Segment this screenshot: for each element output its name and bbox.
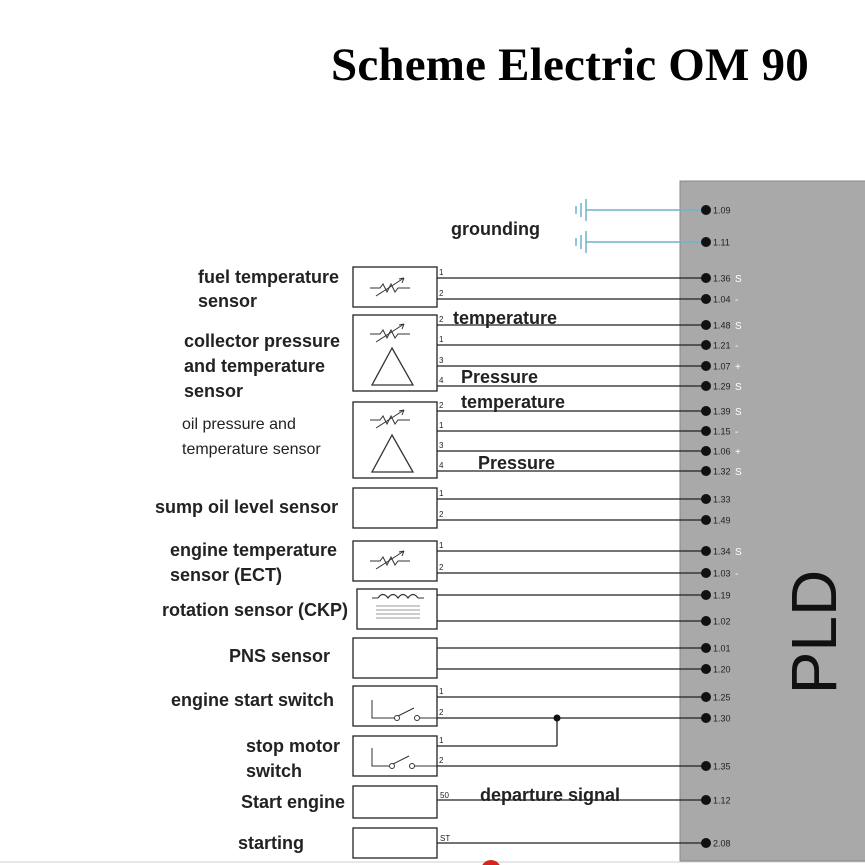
pin-terminal (701, 406, 711, 416)
svg-text:and temperature: and temperature (184, 356, 326, 376)
pin-terminal (701, 692, 711, 702)
grounding-label: grounding (451, 219, 540, 239)
pin-polarity-mark: - (735, 341, 739, 352)
svg-text:collector pressure: collector pressure (184, 331, 341, 351)
pin-number: 1.09 (713, 205, 731, 216)
pin-terminal (701, 664, 711, 674)
svg-text:Start engine: Start engine (241, 792, 346, 812)
pin-terminal (701, 273, 711, 283)
pin-number: 1.34 (713, 546, 731, 557)
pin-terminal (701, 340, 711, 350)
pin-number: 1.32 (713, 466, 731, 477)
svg-text:2: 2 (439, 315, 444, 324)
pin-terminal (701, 616, 711, 626)
pin-number: 1.02 (713, 616, 731, 627)
pin-terminal (701, 590, 711, 600)
pld-module-label: PLD (778, 569, 850, 695)
pin-number: 1.30 (713, 713, 731, 724)
sensor-boxes (353, 267, 437, 858)
svg-text:2: 2 (439, 708, 444, 717)
pin-terminal (701, 494, 711, 504)
svg-text:4: 4 (439, 461, 444, 470)
pin-number: 1.36 (713, 273, 731, 284)
pin-terminal (701, 294, 711, 304)
svg-text:ST: ST (440, 834, 451, 843)
temperature-label: temperature (461, 392, 566, 412)
svg-text:3: 3 (439, 356, 444, 365)
pin-polarity-mark: - (735, 295, 739, 306)
pin-number: 1.21 (713, 340, 731, 351)
svg-text:2: 2 (439, 756, 444, 765)
pin-number: 1.15 (713, 426, 731, 437)
svg-text:1: 1 (439, 268, 444, 277)
starting-box (353, 828, 437, 858)
pin-polarity-mark: - (735, 427, 739, 438)
svg-text:starting: starting (238, 833, 305, 853)
svg-text:2: 2 (439, 563, 444, 572)
pin-number: 1.25 (713, 692, 731, 703)
pin-terminal (701, 320, 711, 330)
departure-signal-label: departure signal (480, 785, 621, 805)
svg-text:sensor: sensor (198, 291, 258, 311)
pin-polarity-mark: + (735, 447, 741, 458)
pin-number: 1.20 (713, 664, 731, 675)
pin-terminal (701, 515, 711, 525)
svg-text:1: 1 (439, 335, 444, 344)
pin-polarity-mark: + (735, 362, 741, 373)
pin-terminal (701, 361, 711, 371)
pin-number: 1.11 (713, 237, 730, 248)
pin-polarity-mark: S (735, 382, 742, 393)
pin-terminal (701, 205, 711, 215)
svg-text:engine start switch: engine start switch (171, 690, 335, 710)
pin-number: 1.49 (713, 515, 731, 526)
svg-text:1: 1 (439, 421, 444, 430)
svg-text:stop motor: stop motor (246, 736, 340, 756)
pin-number: 1.04 (713, 294, 731, 305)
pin-polarity-mark: S (735, 547, 742, 558)
start-engine-box (353, 786, 437, 818)
pin-number: 1.39 (713, 406, 731, 417)
pin-terminal (701, 237, 711, 247)
svg-text:1: 1 (439, 687, 444, 696)
pin-polarity-mark: S (735, 274, 742, 285)
pin-number: 1.03 (713, 568, 731, 579)
temperature-label: temperature (453, 308, 558, 328)
fuel-temp-sensor-box (353, 267, 437, 307)
sump-sensor-box (353, 488, 437, 528)
pin-terminal (701, 643, 711, 653)
pin-terminal (701, 713, 711, 723)
svg-text:fuel temperature: fuel temperature (198, 267, 340, 287)
svg-text:temperature sensor: temperature sensor (182, 441, 321, 458)
svg-text:PNS sensor: PNS sensor (229, 646, 331, 666)
svg-text:1: 1 (439, 489, 444, 498)
svg-text:1: 1 (439, 736, 444, 745)
pin-number: 1.29 (713, 381, 731, 392)
pin-terminal (701, 446, 711, 456)
pin-terminal (701, 381, 711, 391)
ect-sensor-box (353, 541, 437, 581)
pin-terminal (701, 546, 711, 556)
pin-number: 1.01 (713, 643, 731, 654)
signal-labels (451, 219, 620, 805)
svg-text:2: 2 (439, 510, 444, 519)
pin-number: 1.12 (713, 795, 731, 806)
pin-terminal (701, 426, 711, 436)
svg-text:rotation sensor (CKP): rotation sensor (CKP) (162, 600, 349, 620)
ckp-sensor-box (357, 589, 437, 629)
svg-text:sensor (ECT): sensor (ECT) (170, 565, 283, 585)
page-title: Scheme Electric OM 90 (331, 39, 809, 91)
svg-text:engine temperature: engine temperature (170, 540, 338, 560)
pin-number: 1.33 (713, 494, 731, 505)
svg-text:1: 1 (439, 541, 444, 550)
pressure-label: Pressure (461, 367, 539, 387)
svg-text:sensor: sensor (184, 381, 244, 401)
svg-text:sump oil level sensor: sump oil level sensor (155, 497, 339, 517)
pin-number: 1.07 (713, 361, 731, 372)
pin-terminal (701, 761, 711, 771)
svg-text:4: 4 (439, 376, 444, 385)
svg-text:3: 3 (439, 441, 444, 450)
pin-number: 1.06 (713, 446, 731, 457)
svg-text:oil pressure and: oil pressure and (182, 416, 296, 433)
sensor-pin-numbers (439, 268, 450, 843)
pin-polarity-mark: S (735, 321, 742, 332)
pin-terminal (701, 795, 711, 805)
pin-number: 1.35 (713, 761, 731, 772)
pin-terminal (701, 838, 711, 848)
svg-text:2: 2 (439, 289, 444, 298)
stop-switch-box (353, 736, 437, 776)
pns-sensor-box (353, 638, 437, 678)
pin-number: 2.08 (713, 838, 731, 849)
pressure-label: Pressure (478, 453, 556, 473)
sensor-labels (155, 267, 348, 853)
svg-text:2: 2 (439, 401, 444, 410)
pin-polarity-mark: S (735, 407, 742, 418)
pin-terminal (701, 466, 711, 476)
wire-junction (554, 715, 561, 722)
pin-number: 1.19 (713, 590, 731, 601)
pin-number: 1.48 (713, 320, 731, 331)
svg-text:switch: switch (246, 761, 303, 781)
wires (437, 278, 706, 843)
pin-polarity-mark: - (735, 569, 739, 580)
pin-polarity-mark: S (735, 467, 742, 478)
svg-text:50: 50 (440, 791, 449, 800)
pin-terminal (701, 568, 711, 578)
